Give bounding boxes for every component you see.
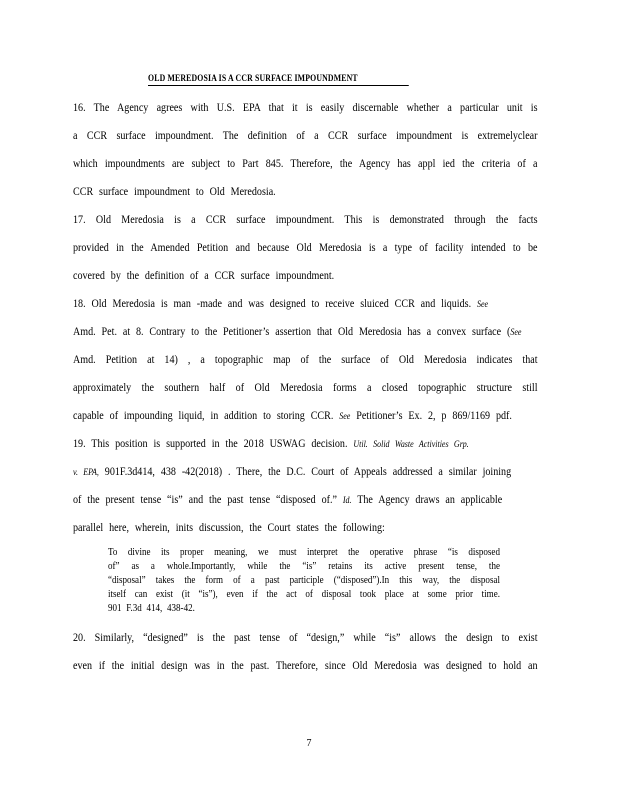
text-line: [73, 324, 522, 339]
text-line: parallel here, wherein, inits discussion, the Court states the following:: [73, 520, 385, 534]
citation-signal: See: [476, 300, 489, 310]
citation-signal: See: [510, 328, 522, 338]
block-quote-line: of” as a whole.Importantly, while the “is” retains its active present tense, the: [108, 560, 500, 572]
text-line: [73, 296, 489, 311]
text-line: covered by the definition of a CCR surface impoundment.: [73, 268, 335, 282]
block-quote-line: 901 F.3d 414, 438-42.: [108, 602, 195, 614]
text-run: 18. Old Meredosia is man -made and was designed to receive sluiced CCR and liquids.: [73, 296, 472, 310]
text-line: approximately the southern half of Old Meredosia forms a closed topographic structure still: [73, 380, 538, 394]
block-quote-line: itself can exist (it “is”), even if the act of disposal took place at some prior time.: [108, 588, 500, 600]
text-run: Petitioner’s Ex. 2, p 869/1169 pdf.: [356, 408, 512, 422]
block-quote-line: To divine its proper meaning, we must interpret the operative phrase “is disposed: [108, 546, 500, 558]
page-number: 7: [306, 738, 312, 749]
text-line: 17. Old Meredosia is a CCR surface impoundment. This is demonstrated through the facts: [73, 212, 538, 226]
case-name: Util. Solid Waste Activities Grp.: [353, 440, 469, 450]
text-line: even if the initial design was in the past. Therefore, since Old Meredosia was designed to hold an: [73, 658, 538, 672]
text-line: [73, 492, 503, 507]
text-line: [73, 436, 468, 451]
text-run: of the present tense “is” and the past tense “disposed of.”: [73, 492, 337, 506]
text-run: 901F.3d414, 438 -42(2018) . There, the D.C. Court of Appeals addressed a similar joining: [104, 464, 512, 478]
citation-signal: See: [339, 412, 351, 422]
section-heading: OLD MEREDOSIA IS A CCR SURFACE IMPOUNDMENT: [148, 74, 409, 86]
block-quote-line: “disposal” takes the form of a past participle (“disposed”).In this way, the disposal: [108, 574, 500, 586]
citation-signal: Id.: [342, 496, 352, 506]
text-run: Amd. Pet. at 8. Contrary to the Petitioner’s assertion that Old Meredosia has a convex surface (: [73, 324, 511, 338]
case-name: v. EPA,: [73, 468, 99, 478]
text-line: CCR surface impoundment to Old Meredosia.: [73, 184, 276, 198]
text-line: [73, 464, 512, 479]
text-line: Amd. Petition at 14) , a topographic map of the surface of Old Meredosia indicates that: [73, 352, 538, 366]
text-line: 20. Similarly, “designed” is the past tense of “design,” while “is” allows the design to exist: [73, 630, 538, 644]
text-line: provided in the Amended Petition and because Old Meredosia is a type of facility intended to be: [73, 240, 538, 254]
text-line: a CCR surface impoundment. The definition of a CCR surface impoundment is extremelyclear: [73, 128, 538, 142]
text-line: [73, 408, 512, 423]
text-line: which impoundments are subject to Part 845. Therefore, the Agency has appl ied the criteria of a: [73, 156, 538, 170]
text-line: 16. The Agency agrees with U.S. EPA that it is easily discernable whether a particular unit is: [73, 100, 538, 114]
text-run: The Agency draws an applicable: [357, 492, 503, 506]
text-run: capable of impounding liquid, in addition to storing CCR.: [73, 408, 334, 422]
text-run: 19. This position is supported in the 2018 USWAG decision.: [73, 436, 348, 450]
